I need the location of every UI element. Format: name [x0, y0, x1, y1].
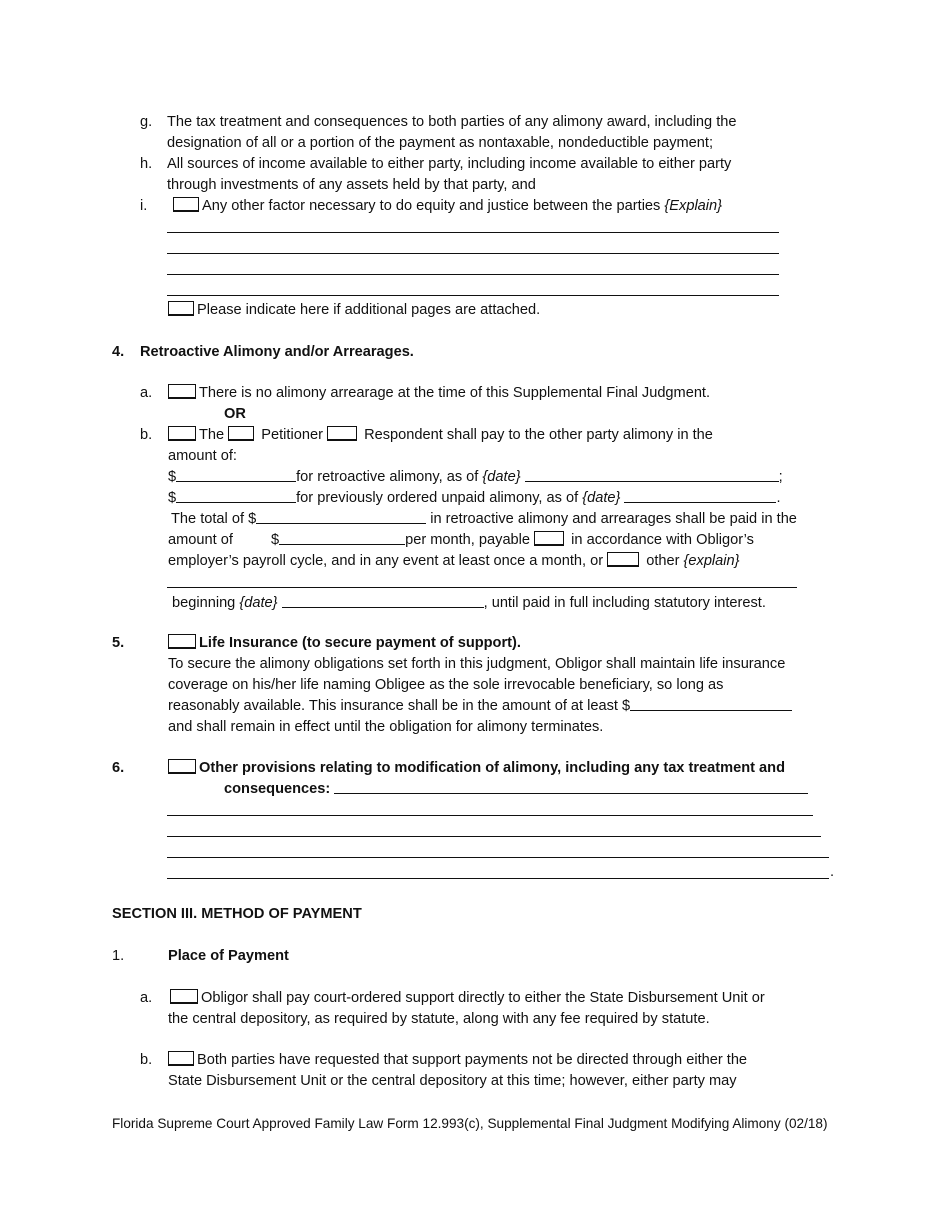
- item-g-line-2: designation of all or a portion of the payment as nontaxable, nondeductible payment;: [167, 135, 714, 151]
- section-6-title-row: [168, 758, 785, 778]
- payroll-checkbox[interactable]: [534, 531, 564, 546]
- prev-dollar: $: [168, 490, 177, 506]
- other-checkbox[interactable]: [607, 552, 639, 567]
- prev-date-field[interactable]: [624, 488, 776, 503]
- retro-dollar: $: [168, 469, 177, 485]
- payment-a-line-2: the central depository, as required by statute, along with any fee required by statute.: [168, 1011, 710, 1027]
- prev-text: for previously ordered unpaid alimony, as of: [296, 490, 579, 506]
- payment-b-marker: b.: [140, 1052, 153, 1068]
- amount-of-label: amount of:: [168, 448, 237, 464]
- place-of-payment-number: 1.: [112, 948, 125, 964]
- retro-text: for retroactive alimony, as of: [296, 469, 479, 485]
- section-5-title: Life Insurance (to secure payment of support).: [199, 635, 521, 651]
- other-explain-label: {explain}: [683, 553, 740, 569]
- total-prefix: The total of $: [171, 511, 257, 527]
- attached-pages-text: Please indicate here if additional pages are attached.: [197, 302, 541, 318]
- the-label: The: [199, 427, 225, 443]
- item-i-explain: {Explain}: [664, 198, 723, 214]
- payment-b-row: [168, 1050, 747, 1070]
- sdu-payment-checkbox[interactable]: [170, 989, 198, 1004]
- other-explain-line[interactable]: [167, 587, 797, 588]
- section-5-line-2: coverage on his/her life naming Obligee as the sole irrevocable beneficiary, so long as: [168, 677, 724, 693]
- prev-amount-field[interactable]: [176, 488, 296, 503]
- consequences-field[interactable]: [334, 779, 808, 794]
- retro-amount-field[interactable]: [176, 467, 296, 482]
- provisions-line-3[interactable]: [167, 857, 829, 858]
- section-4-b-marker: b.: [140, 427, 153, 443]
- section-iii-heading: SECTION III. METHOD OF PAYMENT: [112, 906, 362, 922]
- section-4-a-row: [168, 383, 710, 403]
- respondent-text: Respondent shall pay to the other party alimony in the: [364, 427, 713, 443]
- provisions-line-2[interactable]: [167, 836, 821, 837]
- section-5-line-4: and shall remain in effect until the obligation for alimony terminates.: [168, 719, 604, 735]
- item-h-marker: h.: [140, 156, 153, 172]
- beginning-date-field[interactable]: [282, 593, 484, 608]
- section-6-title-line-2: consequences:: [224, 781, 331, 797]
- direct-payment-checkbox[interactable]: [168, 1051, 194, 1066]
- provisions-final-period: .: [830, 864, 835, 880]
- payment-a-row: [170, 988, 765, 1008]
- amount-of-text: amount of: [168, 532, 233, 548]
- section-5-line-3-row: [168, 696, 792, 716]
- section-6-number: 6.: [112, 760, 125, 776]
- other-provisions-checkbox[interactable]: [168, 759, 196, 774]
- monthly-amount-field[interactable]: [279, 530, 405, 545]
- or-label: OR: [224, 406, 246, 422]
- form-footer: Florida Supreme Court Approved Family Law Form 12.993(c), Supplemental Final Judgment Modifying Alimony (02/18): [112, 1116, 828, 1131]
- provisions-line-4[interactable]: [167, 878, 829, 879]
- prev-period: .: [776, 490, 781, 506]
- item-g-line-1: The tax treatment and consequences to both parties of any alimony award, including the: [167, 114, 737, 130]
- beginning-text: beginning: [172, 595, 236, 611]
- section-5-line-3: reasonably available. This insurance shall be in the amount of at least $: [168, 698, 631, 714]
- item-i-row: [173, 196, 722, 216]
- place-of-payment-title: Place of Payment: [168, 948, 289, 964]
- section-6-title-line-2-row: [224, 779, 808, 799]
- no-arrearage-checkbox[interactable]: [168, 384, 196, 399]
- respondent-checkbox[interactable]: [327, 426, 357, 441]
- per-month-text: per month, payable: [405, 532, 531, 548]
- section-5-line-1: To secure the alimony obligations set forth in this judgment, Obligor shall maintain life insurance: [168, 656, 786, 672]
- section-4-number: 4.: [112, 344, 125, 360]
- payment-a-line-1: Obligor shall pay court-ordered support directly to either the State Disbursement Unit or: [201, 990, 765, 1006]
- attached-pages-row: [168, 300, 540, 320]
- section-5-number: 5.: [112, 635, 125, 651]
- accordance-text: in accordance with Obligor’s: [571, 532, 754, 548]
- no-arrearage-text: There is no alimony arrearage at the time of this Supplemental Final Judgment.: [199, 385, 711, 401]
- payment-b-line-1: Both parties have requested that support payments not be directed through either the: [197, 1052, 748, 1068]
- employer-text: employer’s payroll cycle, and in any event at least once a month, or: [168, 553, 604, 569]
- month-dollar: $: [270, 532, 280, 548]
- section-4-b-row: [168, 425, 713, 445]
- retro-date-label: {date}: [482, 469, 521, 485]
- explain-line-3[interactable]: [167, 274, 779, 275]
- insurance-amount-field[interactable]: [630, 696, 792, 711]
- beginning-date-label: {date}: [239, 595, 278, 611]
- total-amount-field[interactable]: [256, 509, 426, 524]
- retro-date-field[interactable]: [525, 467, 779, 482]
- beginning-row: [172, 593, 766, 613]
- section-4-a-marker: a.: [140, 385, 153, 401]
- explain-line-2[interactable]: [167, 253, 779, 254]
- explain-line-1[interactable]: [167, 232, 779, 233]
- arrearage-checkbox[interactable]: [168, 426, 196, 441]
- section-4-title: Retroactive Alimony and/or Arrearages.: [140, 344, 414, 360]
- life-insurance-checkbox[interactable]: [168, 634, 196, 649]
- item-h-line-2: through investments of any assets held by that party, and: [167, 177, 536, 193]
- petitioner-checkbox[interactable]: [228, 426, 254, 441]
- amount-row: [168, 530, 754, 550]
- attached-pages-checkbox[interactable]: [168, 301, 194, 316]
- explain-line-4[interactable]: [167, 295, 779, 296]
- retroactive-row: [168, 467, 783, 487]
- item-i-checkbox[interactable]: [173, 197, 199, 212]
- item-g-marker: g.: [140, 114, 153, 130]
- petitioner-label: Petitioner: [261, 427, 323, 443]
- provisions-line-1[interactable]: [167, 815, 813, 816]
- total-row: [171, 509, 797, 529]
- until-paid-text: , until paid in full including statutory interest.: [483, 595, 766, 611]
- employer-row: [168, 551, 740, 571]
- section-6-title-line-1: Other provisions relating to modification of alimony, including any tax treatment and: [199, 760, 785, 776]
- payment-a-marker: a.: [140, 990, 153, 1006]
- item-h-line-1: All sources of income available to either party, including income available to either party: [167, 156, 732, 172]
- prev-date-label: {date}: [582, 490, 621, 506]
- item-i-marker: i.: [140, 198, 148, 214]
- other-label: other: [646, 553, 680, 569]
- section-5-title-row: [168, 633, 521, 653]
- retro-semicolon: ;: [778, 469, 783, 485]
- total-suffix: in retroactive alimony and arrearages shall be paid in the: [430, 511, 797, 527]
- payment-b-line-2: State Disbursement Unit or the central depository at this time; however, either party may: [168, 1073, 737, 1089]
- item-i-text: Any other factor necessary to do equity and justice between the parties: [202, 198, 661, 214]
- previous-unpaid-row: [168, 488, 781, 508]
